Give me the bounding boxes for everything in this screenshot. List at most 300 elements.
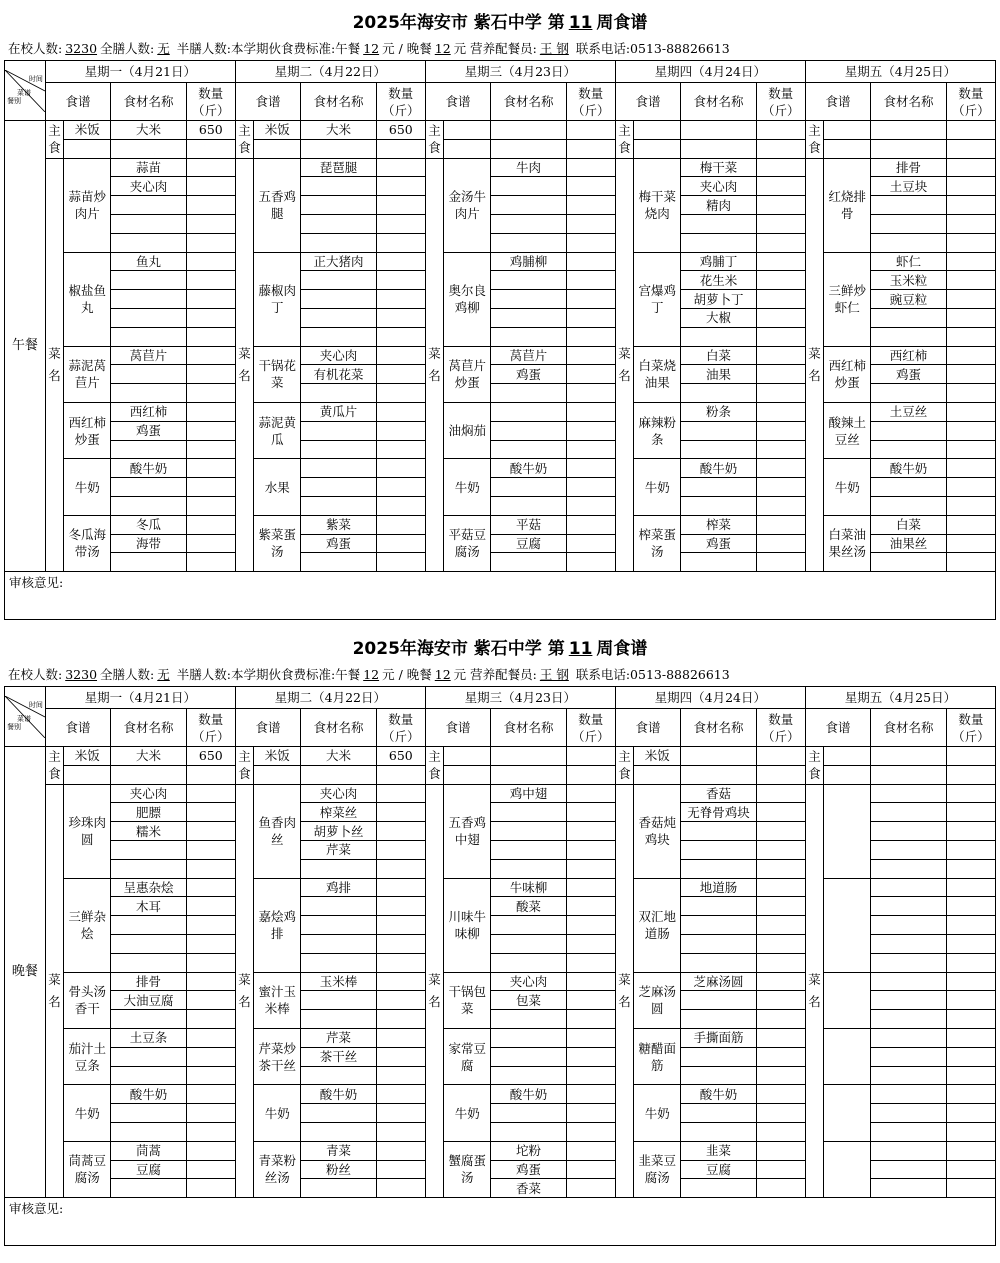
recipe-col-header: 食谱: [235, 709, 300, 747]
ingredient-cell: 豆腐: [111, 1160, 187, 1179]
quantity-cell: [376, 1122, 425, 1141]
ingredient-cell: 西红柿: [871, 346, 947, 365]
quantity-cell: [186, 784, 235, 803]
quantity-cell: [186, 214, 235, 233]
quantity-cell: [376, 402, 425, 421]
ingredient-cell: [111, 916, 187, 935]
dish-label: 菜名: [235, 784, 253, 1198]
quantity-cell: [946, 1047, 995, 1066]
quantity-cell: [946, 233, 995, 252]
corner-cell: [5, 687, 46, 747]
ingredient-cell: [871, 327, 947, 346]
dish-name: 平菇豆腐汤: [444, 515, 491, 571]
quantity-cell: [566, 934, 615, 953]
ingredient-cell: 香菇: [681, 784, 757, 803]
quantity-cell: [756, 196, 805, 215]
staple-label: 主食: [805, 747, 823, 785]
quantity-cell: [756, 177, 805, 196]
ingredient-cell: [301, 496, 377, 515]
quantity-cell: [376, 440, 425, 459]
quantity-cell: [756, 1179, 805, 1198]
quantity-cell: [376, 233, 425, 252]
quantity-cell: [946, 1085, 995, 1104]
ingredient-cell: 莴苣片: [491, 346, 567, 365]
ingredient-cell: 粉丝: [301, 1160, 377, 1179]
staple-quantity: [756, 139, 805, 158]
quantity-cell: [566, 1010, 615, 1029]
staple-label: 主食: [425, 747, 443, 785]
ingredient-cell: 土豆丝: [871, 402, 947, 421]
ingredient-cell: [681, 822, 757, 841]
dish-name: 椒盐鱼丸: [64, 252, 111, 346]
staple-ingredient: 大米: [111, 747, 187, 766]
menu-table: [4, 686, 996, 1246]
ingredient-cell: [301, 934, 377, 953]
ingredient-cell: [111, 1104, 187, 1123]
ingredient-cell: [301, 421, 377, 440]
ingredient-cell: [111, 859, 187, 878]
ingredient-cell: 鸡脯柳: [491, 252, 567, 271]
ingredient-cell: [491, 384, 567, 403]
ingredient-cell: 冬瓜: [111, 515, 187, 534]
ingredient-cell: [491, 196, 567, 215]
quantity-cell: [186, 1141, 235, 1160]
quantity-cell: [946, 515, 995, 534]
quantity-cell: [186, 534, 235, 553]
ingredient-cell: [491, 803, 567, 822]
dish-name: 川味牛味柳: [444, 878, 491, 972]
dish-name: 骨头汤香干: [64, 972, 111, 1028]
ingredient-cell: [111, 365, 187, 384]
quantity-cell: [566, 1085, 615, 1104]
ingredient-cell: [491, 822, 567, 841]
quantity-cell: [186, 1010, 235, 1029]
dish-name: 三鲜炒虾仁: [824, 252, 871, 346]
quantity-cell: [566, 859, 615, 878]
dish-name: 牛奶: [634, 1085, 681, 1141]
dish-name: [824, 1085, 871, 1141]
staple-quantity: [946, 121, 995, 140]
ingredient-cell: 梅干菜: [681, 158, 757, 177]
recipe-col-header: 食谱: [425, 709, 490, 747]
ingredient-cell: 牛味柳: [491, 878, 567, 897]
ingredient-col-header: 食材名称: [871, 709, 947, 747]
staple-recipe: [444, 747, 491, 766]
quantity-cell: [756, 402, 805, 421]
quantity-cell: [186, 346, 235, 365]
quantity-cell: [946, 1066, 995, 1085]
staple-quantity: [756, 121, 805, 140]
day-header: 星期四（4月24日）: [615, 61, 805, 83]
corner-time-label: 时间: [28, 74, 43, 83]
quantity-cell: [756, 897, 805, 916]
staple-ingredient: [111, 139, 187, 158]
quantity-cell: [376, 1047, 425, 1066]
quantity-cell: [376, 991, 425, 1010]
ingredient-cell: 坨粉: [491, 1141, 567, 1160]
ingredient-cell: [871, 440, 947, 459]
ingredient-cell: 紫菜: [301, 515, 377, 534]
ingredient-cell: 地道肠: [681, 878, 757, 897]
quantity-cell: [376, 308, 425, 327]
quantity-cell: [946, 478, 995, 497]
quantity-cell: [376, 534, 425, 553]
dish-name: 鱼香肉丝: [254, 784, 301, 878]
ingredient-cell: [301, 233, 377, 252]
menu-title: 2025年海安市 紫石中学 第 11 周食谱: [352, 13, 648, 33]
quantity-cell: [946, 196, 995, 215]
ingredient-cell: [681, 214, 757, 233]
quantity-cell: [186, 1160, 235, 1179]
ingredient-cell: [491, 327, 567, 346]
ingredient-cell: 土豆块: [871, 177, 947, 196]
quantity-cell: [756, 478, 805, 497]
staple-ingredient: [871, 121, 947, 140]
quantity-cell: [186, 1085, 235, 1104]
staple-ingredient: [491, 139, 567, 158]
ingredient-cell: [871, 1066, 947, 1085]
ingredient-cell: [871, 822, 947, 841]
ingredient-cell: 酸牛奶: [491, 1085, 567, 1104]
ingredient-cell: 大椒: [681, 308, 757, 327]
ingredient-cell: [491, 308, 567, 327]
recipe-col-header: 食谱: [615, 83, 680, 121]
quantity-cell: [186, 972, 235, 991]
quantity-cell: [566, 1047, 615, 1066]
dish-label: 菜名: [45, 784, 63, 1198]
quantity-cell: [186, 840, 235, 859]
staple-quantity: 650: [186, 747, 235, 766]
quantity-cell: [756, 1122, 805, 1141]
quantity-cell: [946, 859, 995, 878]
ingredient-cell: [871, 196, 947, 215]
dinner-menu-sheet: [4, 634, 996, 1246]
dish-name: 芝麻汤圆: [634, 972, 681, 1028]
dish-name: 水果: [254, 459, 301, 515]
quantity-cell: [186, 803, 235, 822]
dish-name: 干锅花菜: [254, 346, 301, 402]
quantity-cell: [756, 515, 805, 534]
quantity-cell: [566, 1179, 615, 1198]
ingredient-col-header: 食材名称: [681, 83, 757, 121]
quantity-cell: [376, 1160, 425, 1179]
ingredient-cell: [111, 327, 187, 346]
ingredient-col-header: 食材名称: [111, 83, 187, 121]
quantity-cell: [756, 553, 805, 572]
quantity-cell: [946, 972, 995, 991]
quantity-cell: [186, 515, 235, 534]
dish-name: 榨菜蛋汤: [634, 515, 681, 571]
ingredient-cell: [491, 233, 567, 252]
recipe-col-header: 食谱: [805, 709, 870, 747]
day-header: 星期一（4月21日）: [45, 687, 235, 709]
recipe-col-header: 食谱: [45, 709, 110, 747]
quantity-cell: [946, 158, 995, 177]
dish-name: 金汤牛肉片: [444, 158, 491, 252]
ingredient-cell: [301, 440, 377, 459]
staple-recipe: 米饭: [64, 747, 111, 766]
quantity-cell: [186, 290, 235, 309]
ingredient-cell: [111, 440, 187, 459]
meal-label: 午餐: [5, 121, 46, 572]
ingredient-cell: [871, 384, 947, 403]
ingredient-cell: [871, 308, 947, 327]
quantity-cell: [946, 953, 995, 972]
dish-name: 宫爆鸡丁: [634, 252, 681, 346]
dish-name: 油焖茄: [444, 402, 491, 458]
quantity-cell: [186, 271, 235, 290]
ingredient-cell: 酸牛奶: [491, 459, 567, 478]
quantity-cell: [946, 290, 995, 309]
quantity-cell: [186, 822, 235, 841]
quantity-cell: [376, 1179, 425, 1198]
ingredient-cell: [301, 1010, 377, 1029]
quantity-cell: [756, 916, 805, 935]
quantity-cell: [756, 252, 805, 271]
ingredient-cell: [111, 553, 187, 572]
staple-ingredient: [301, 765, 377, 784]
quantity-col-header: 数量（斤）: [756, 709, 805, 747]
review-comments: 审核意见:: [5, 572, 996, 620]
dish-name: 茄汁土豆条: [64, 1028, 111, 1084]
ingredient-cell: 茼蒿: [111, 1141, 187, 1160]
ingredient-cell: 酸牛奶: [681, 1085, 757, 1104]
ingredient-col-header: 食材名称: [871, 83, 947, 121]
ingredient-cell: 酸牛奶: [111, 1085, 187, 1104]
quantity-cell: [756, 859, 805, 878]
quantity-cell: [756, 1104, 805, 1123]
staple-ingredient: 大米: [301, 121, 377, 140]
ingredient-cell: 韭菜: [681, 1141, 757, 1160]
dish-name: 蒜苗炒肉片: [64, 158, 111, 252]
ingredient-cell: [871, 1085, 947, 1104]
staple-quantity: [186, 139, 235, 158]
quantity-cell: [376, 897, 425, 916]
quantity-cell: [566, 233, 615, 252]
quantity-cell: [186, 496, 235, 515]
quantity-cell: [186, 233, 235, 252]
ingredient-cell: 夹心肉: [301, 784, 377, 803]
quantity-cell: [186, 953, 235, 972]
dish-name: [824, 1028, 871, 1084]
ingredient-cell: [681, 991, 757, 1010]
staple-label: 主食: [425, 121, 443, 159]
ingredient-cell: 肥膘: [111, 803, 187, 822]
ingredient-col-header: 食材名称: [491, 83, 567, 121]
quantity-cell: [376, 515, 425, 534]
dish-name: 麻辣粉条: [634, 402, 681, 458]
ingredient-cell: 木耳: [111, 897, 187, 916]
quantity-cell: [186, 421, 235, 440]
quantity-cell: [946, 1010, 995, 1029]
ingredient-cell: 糯米: [111, 822, 187, 841]
quantity-cell: [566, 346, 615, 365]
ingredient-cell: [491, 1122, 567, 1141]
quantity-cell: [376, 1085, 425, 1104]
quantity-cell: [946, 803, 995, 822]
quantity-cell: [566, 308, 615, 327]
quantity-cell: [376, 553, 425, 572]
ingredient-cell: [871, 803, 947, 822]
quantity-cell: [186, 158, 235, 177]
ingredient-cell: [491, 290, 567, 309]
ingredient-cell: 有机花菜: [301, 365, 377, 384]
quantity-cell: [376, 934, 425, 953]
ingredient-cell: [491, 934, 567, 953]
quantity-cell: [376, 916, 425, 935]
quantity-cell: [566, 534, 615, 553]
staple-recipe: 米饭: [64, 121, 111, 140]
ingredient-cell: 芹菜: [301, 840, 377, 859]
ingredient-cell: 夹心肉: [111, 177, 187, 196]
dish-name: 莴苣片炒蛋: [444, 346, 491, 402]
staple-ingredient: [871, 139, 947, 158]
quantity-cell: [566, 402, 615, 421]
staple-ingredient: [491, 765, 567, 784]
ingredient-cell: [301, 271, 377, 290]
quantity-cell: [756, 365, 805, 384]
dish-name: 牛奶: [64, 1085, 111, 1141]
staple-ingredient: [681, 765, 757, 784]
ingredient-cell: [871, 496, 947, 515]
day-header: 星期三（4月23日）: [425, 61, 615, 83]
quantity-cell: [566, 365, 615, 384]
ingredient-cell: [871, 897, 947, 916]
staple-recipe: [254, 139, 301, 158]
quantity-cell: [376, 859, 425, 878]
staple-quantity: [186, 765, 235, 784]
dish-label: 菜名: [235, 158, 253, 572]
dish-label: 菜名: [45, 158, 63, 572]
staple-quantity: [566, 139, 615, 158]
staple-ingredient: [871, 747, 947, 766]
ingredient-cell: 牛肉: [491, 158, 567, 177]
ingredient-cell: [301, 897, 377, 916]
quantity-cell: [946, 1141, 995, 1160]
staple-quantity: [756, 747, 805, 766]
ingredient-cell: [681, 916, 757, 935]
quantity-cell: [756, 214, 805, 233]
ingredient-cell: 鸡蛋: [681, 534, 757, 553]
quantity-cell: [566, 972, 615, 991]
quantity-cell: [946, 878, 995, 897]
dish-name: 红烧排骨: [824, 158, 871, 252]
day-header: 星期五（4月25日）: [805, 61, 995, 83]
ingredient-cell: [301, 553, 377, 572]
dish-name: 蒜泥黄瓜: [254, 402, 301, 458]
dish-label: 菜名: [805, 158, 823, 572]
quantity-cell: [946, 384, 995, 403]
quantity-cell: [186, 1066, 235, 1085]
quantity-cell: [376, 346, 425, 365]
quantity-cell: [566, 1141, 615, 1160]
ingredient-cell: [111, 1179, 187, 1198]
ingredient-cell: [111, 196, 187, 215]
quantity-cell: [946, 459, 995, 478]
ingredient-cell: [681, 421, 757, 440]
staple-ingredient: [111, 765, 187, 784]
ingredient-cell: [681, 478, 757, 497]
ingredient-cell: 鸡蛋: [491, 365, 567, 384]
quantity-cell: [376, 478, 425, 497]
recipe-col-header: 食谱: [615, 709, 680, 747]
quantity-col-header: 数量（斤）: [566, 709, 615, 747]
quantity-cell: [186, 1104, 235, 1123]
ingredient-cell: [871, 1047, 947, 1066]
day-header: 星期二（4月22日）: [235, 61, 425, 83]
ingredient-cell: 夹心肉: [681, 177, 757, 196]
quantity-col-header: 数量（斤）: [376, 83, 425, 121]
ingredient-cell: [491, 840, 567, 859]
ingredient-cell: [111, 271, 187, 290]
ingredient-cell: [301, 991, 377, 1010]
ingredient-cell: [111, 308, 187, 327]
staple-quantity: 650: [376, 121, 425, 140]
dish-name: 酸辣土豆丝: [824, 402, 871, 458]
ingredient-cell: 豆腐: [681, 1160, 757, 1179]
quantity-cell: [376, 271, 425, 290]
quantity-cell: [186, 478, 235, 497]
info-line: 在校人数: 3230 全膳人数: 无 半膳人数:本学期伙食费标准:午餐 12 元 / 晚餐 12 元 营养配餐员: 王 钢 联系电话:0513-88826613: [8, 667, 730, 682]
quantity-cell: [946, 897, 995, 916]
dish-name: 西红柿炒蛋: [824, 346, 871, 402]
dish-name: 牛奶: [254, 1085, 301, 1141]
staple-recipe: [634, 121, 681, 140]
ingredient-cell: 酸牛奶: [681, 459, 757, 478]
quantity-cell: [946, 1179, 995, 1198]
recipe-col-header: 食谱: [425, 83, 490, 121]
ingredient-cell: 油果丝: [871, 534, 947, 553]
corner-dishes-label: 菜谱: [17, 88, 31, 97]
ingredient-cell: [681, 934, 757, 953]
dish-name: 青菜粉丝汤: [254, 1141, 301, 1197]
quantity-cell: [186, 327, 235, 346]
staple-recipe: 米饭: [254, 121, 301, 140]
quantity-cell: [946, 934, 995, 953]
ingredient-cell: 粉条: [681, 402, 757, 421]
quantity-cell: [756, 308, 805, 327]
quantity-cell: [756, 840, 805, 859]
ingredient-cell: [871, 1122, 947, 1141]
quantity-cell: [186, 1122, 235, 1141]
quantity-cell: [376, 1028, 425, 1047]
quantity-cell: [566, 478, 615, 497]
quantity-cell: [566, 421, 615, 440]
quantity-cell: [376, 177, 425, 196]
ingredient-cell: [301, 327, 377, 346]
quantity-cell: [946, 840, 995, 859]
ingredient-cell: 玉米棒: [301, 972, 377, 991]
ingredient-cell: [491, 1066, 567, 1085]
quantity-col-header: 数量（斤）: [376, 709, 425, 747]
ingredient-cell: 花生米: [681, 271, 757, 290]
quantity-cell: [376, 840, 425, 859]
staple-label: 主食: [615, 121, 633, 159]
staple-label: 主食: [235, 121, 253, 159]
staple-label: 主食: [615, 747, 633, 785]
ingredient-cell: 茶干丝: [301, 1047, 377, 1066]
ingredient-cell: [871, 784, 947, 803]
quantity-cell: [946, 1122, 995, 1141]
quantity-cell: [946, 916, 995, 935]
quantity-cell: [186, 934, 235, 953]
ingredient-cell: [491, 953, 567, 972]
dish-name: 奥尔良鸡柳: [444, 252, 491, 346]
menu-table: [4, 60, 996, 620]
quantity-cell: [566, 214, 615, 233]
ingredient-cell: 鸡蛋: [301, 534, 377, 553]
staple-ingredient: [301, 139, 377, 158]
